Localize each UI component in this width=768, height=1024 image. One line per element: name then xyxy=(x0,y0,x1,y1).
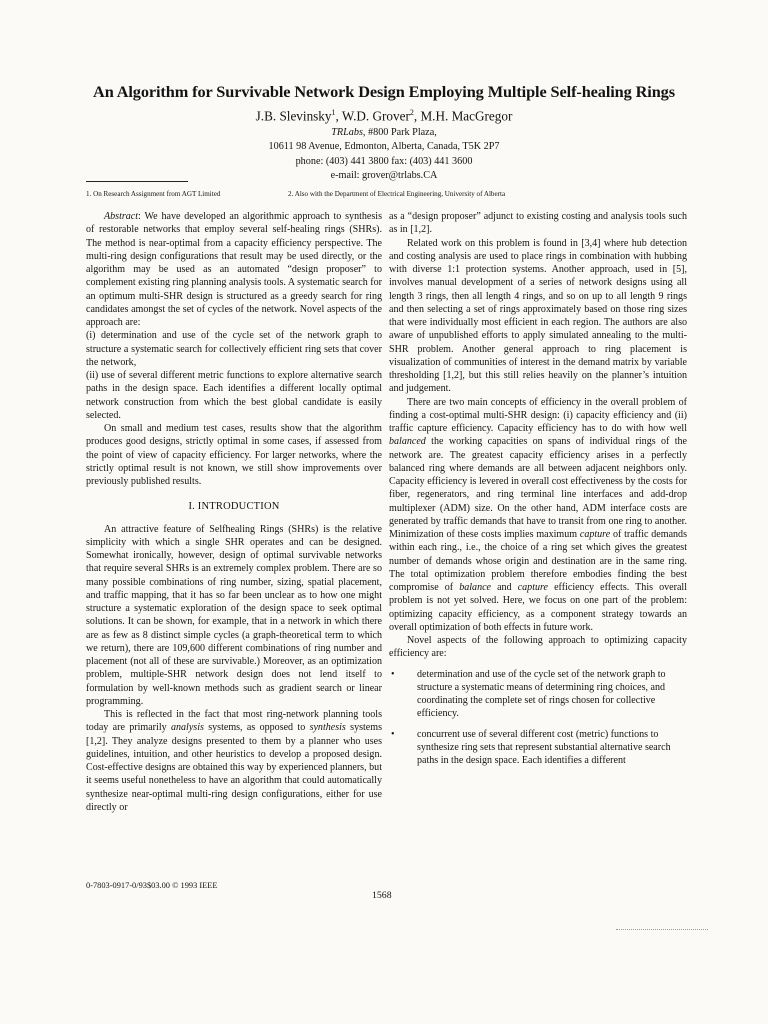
author-list xyxy=(40,104,728,125)
intro-paragraph-2 xyxy=(86,708,382,814)
affiliation-address: 10611 98 Avenue, Edmonton, Alberta, Canada, T5K 2P7 xyxy=(268,141,500,153)
affiliation-org: TRLabs xyxy=(331,127,363,138)
abstract-label: Abstract xyxy=(104,211,139,222)
bullet-marker: • xyxy=(391,728,395,740)
efficiency-part-b: the working capacities on spans of individual rings of the network are. The greatest capacity efficiency arises in a perfectly balanced ring where demands are all between adjacent neighbors only. Capacity efficiency is levered in overall cost effectiveness by the costs for fiber, regenerators, and ring terminal line interfaces and add-drop multiplexer (ADM) size. On the other hand, ADM interface costs are generated by traffic demands that have to transit from one ring to another. Minimization of these costs implies maximum xyxy=(389,436,687,540)
intro-paragraph-1: An attractive feature of Selfhealing Rings (SHRs) is the relative simplicity with which a single SHR operates and can be designed. Somewhat ironically, however, design of optimal survivable networks that require several SHRs is an extremely complex problem. There are so many possible combinations of ring number, sizing, spatial placement, and traffic mapping, that it has so far been unclear as to how one might structure a systematic exploration of the design space to seek optimal solutions. It can be shown, for example, that in a network in which there are as few as 8 distinct simple cycles (a graph-theoretical term to which we return), there are 109,600 different combinations of ring number and placement (not all of these are survivable.) Moreover, as an optimization problem, multiple-SHR network design does not lend itself to formulation by well-known methods such as gradient search or linear programming. xyxy=(86,523,382,707)
author-1-marker: 1 xyxy=(331,108,336,117)
intro-p2-emphasis-analysis: analysis xyxy=(170,722,204,734)
efficiency-part-a: There are two main concepts of efficiency in the overall problem of finding a cost-optimal multi-SHR design: (i) capacity efficiency and (ii) traffic capture efficiency. Capacity efficiency has to do with how well xyxy=(389,396,687,434)
abstract-item-ii: (ii) use of several different metric functions to explore alternative search paths in the design space. Each identifies a different locally optimal network construction from which the best global candidate is easily selected. xyxy=(86,370,382,421)
paper-title: An Algorithm for Survivable Network Design Employing Multiple Self-healing Rings xyxy=(93,82,675,101)
intro-p2-emphasis-synthesis: synthesis xyxy=(309,722,346,734)
intro-p2-part-a: This is reflected in the fact that most ring-network planning tools today are primarily xyxy=(86,709,382,734)
author-1: J.B. Slevinsky xyxy=(255,108,332,124)
affiliation-org-rest: , #800 Park Plaza, xyxy=(362,127,437,138)
efficiency-emphasis-balance: balance xyxy=(459,582,492,593)
efficiency-paragraph xyxy=(389,396,687,635)
author-separator: , xyxy=(413,108,421,124)
affiliation-block xyxy=(40,126,728,184)
efficiency-emphasis-balanced: balanced xyxy=(389,436,426,448)
affiliation-email: e-mail: grover@trlabs.CA xyxy=(330,170,438,182)
abstract-item-i: (i) determination and use of the cycle set of the network graph to structure a systematic search for collectively efficient ring sets that cover the network, xyxy=(86,330,382,368)
scan-artifact xyxy=(616,929,708,931)
author-2: W.D. Grover xyxy=(341,108,410,124)
author-3: M.H. MacGregor xyxy=(420,108,513,124)
efficiency-emphasis-capture-2: capture xyxy=(517,582,549,593)
bullet-1-text: determination and use of the cycle set of the network graph to structure a systematic means of determining ring choices, and coordinating the complete set of rings chosen for collective efficiency. xyxy=(417,668,666,720)
bullet-item-2 xyxy=(389,728,687,768)
footnote-rule xyxy=(86,181,188,182)
left-column xyxy=(86,210,382,814)
copyright-notice: 0-7803-0917-0/93$03.00 © 1993 IEEE xyxy=(86,881,218,890)
intro-p2-part-c: systems [1,2]. They analyze designs presented to them by a planner who uses guidelines, intuition, and other heuristics to develop a proposed design. Cost-effective designs are obtained this way by experienced planners, but it seems useful nonetheless to have an algorithm that could automatically synthesize near-optimal multi-ring design configurations, either for use directly or xyxy=(86,722,382,813)
efficiency-part-d: and xyxy=(491,582,518,593)
right-column xyxy=(389,210,687,767)
affiliation-org-line xyxy=(40,126,728,140)
author-2-marker: 2 xyxy=(409,108,414,117)
bullet-2-text: concurrent use of several different cost (metric) functions to synthesize ring sets that represent substantial alternative search paths in the design space. Each identifies a different xyxy=(417,728,671,766)
abstract-paragraph xyxy=(86,210,382,329)
efficiency-part-e: efficiency effects. This overall problem is not yet solved. Here, we focus on one part of the problem: optimizing capacity efficiency, as a component strategy towards an overall optimization of both effects in future work. xyxy=(389,582,687,633)
intro-p2-part-b: systems, as opposed to xyxy=(203,722,310,734)
related-work-paragraph: Related work on this problem is found in [3,4] where hub detection and costing analysis are used to place rings in combination with hubbing with diverse 1:1 protection systems. Another approach, used in [5], involves manual development of a series of network designs using all length 3 rings, then all length 4 rings, and so on up to all length 9 rings and then selecting a set of rings approximately based on those ring sizes that were individually most efficient in each region. The authors are also aware of unpublished efforts to apply simulated annealing to the multi-SHR problem. Another general approach to ring placement is visualization of communities of interest in the demand matrix by variable thresholding [1,2], but this still relies heavily on the planner’s intuition and judgement. xyxy=(389,237,687,395)
bullet-marker: • xyxy=(391,668,395,680)
efficiency-emphasis-capture: capture xyxy=(579,529,611,540)
page-number: 1568 xyxy=(372,890,392,901)
continued-paragraph: as a “design proposer” adjunct to existing costing and analysis tools such as in [1,2]. xyxy=(389,211,687,236)
abstract-results-paragraph: On small and medium test cases, results show that the algorithm produces good designs, strictly optimal in some cases, if assessed from the point of view of capacity efficiency. For larger networks, where the strictly optimal result is not known, we still show improvements over previously published results. xyxy=(86,423,382,487)
efficiency-part-c: of traffic demands within each ring., i.e., the choice of a ring set which gives the greatest number of demands whose origin and destination are in the same ring. The total optimization problem therefore embodies finding the best compromise of xyxy=(389,529,687,593)
author-separator: , xyxy=(335,108,342,124)
footnote-1: 1. On Research Assignment from AGT Limited xyxy=(86,190,221,198)
section-heading-introduction: I. INTRODUCTION xyxy=(188,501,280,513)
footnote-2: 2. Also with the Department of Electrical Engineering, University of Alberta xyxy=(288,190,506,198)
abstract-text: : We have developed an algorithmic approach to synthesis of restorable networks that employ several self-healing rings (SHRs). The method is near-optimal from a capacity efficiency perspective. The multi-ring design configurations that result may be used directly, or the algorithm may be used as an automated “design proposer” to complement existing ring planning analysis tools. A systematic search for an optimum multi-SHR design is structured as a greedy search for ring candidates amongst the set of cycles of the network. Novel aspects of the approach are: xyxy=(86,211,382,328)
novel-aspects-paragraph: Novel aspects of the following approach to optimizing capacity efficiency are: xyxy=(389,635,687,660)
affiliation-phone: phone: (403) 441 3800 fax: (403) 441 3600 xyxy=(295,155,473,167)
bullet-item-1 xyxy=(389,668,687,721)
